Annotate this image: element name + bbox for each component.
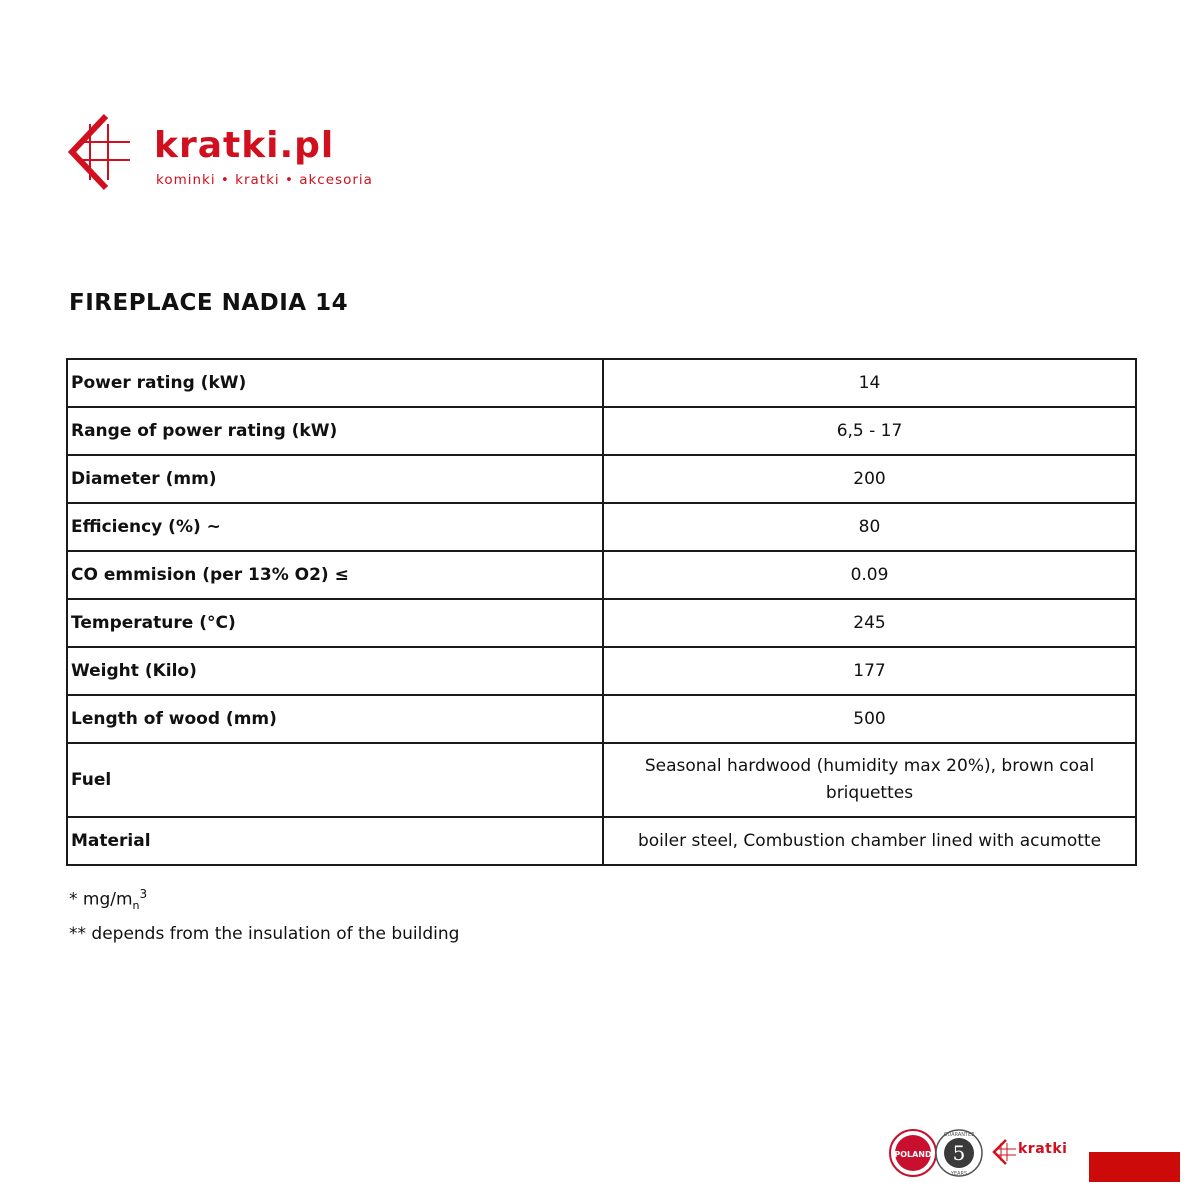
spec-label: Power rating (kW) xyxy=(67,359,603,407)
guarantee-bottom-label: YEARS xyxy=(950,1171,968,1177)
spec-value: 0.09 xyxy=(603,551,1136,599)
made-in-poland-badge-icon xyxy=(888,1128,938,1178)
small-grid-arrow-logo-icon xyxy=(992,1138,1018,1166)
brand-logo xyxy=(68,112,428,194)
small-brand-logo xyxy=(992,1138,1092,1166)
page-title: FIREPLACE NADIA 14 xyxy=(69,290,349,316)
spec-label: Length of wood (mm) xyxy=(67,695,603,743)
table-row xyxy=(67,817,1136,865)
table-row xyxy=(67,695,1136,743)
table-row xyxy=(67,407,1136,455)
table-row xyxy=(67,551,1136,599)
footnote-unit xyxy=(69,880,459,920)
footnote-insulation: ** depends from the insulation of the building xyxy=(69,924,460,945)
spec-value: boiler steel, Combustion chamber lined with acumotte xyxy=(603,817,1136,865)
spec-label: Fuel xyxy=(67,743,603,817)
guarantee-badge-icon xyxy=(934,1128,984,1178)
table-row xyxy=(67,599,1136,647)
spec-label: Material xyxy=(67,817,603,865)
spec-value: 80 xyxy=(603,503,1136,551)
spec-label: Diameter (mm) xyxy=(67,455,603,503)
brand-name: kratki.pl xyxy=(154,125,335,166)
spec-label: Range of power rating (kW) xyxy=(67,407,603,455)
accent-bar xyxy=(1089,1152,1180,1182)
spec-value: 500 xyxy=(603,695,1136,743)
spec-label: Temperature (°C) xyxy=(67,599,603,647)
spec-value: 245 xyxy=(603,599,1136,647)
brand-tagline: kominki • kratki • akcesoria xyxy=(156,172,373,188)
spec-label: CO emmision (per 13% O2) ≤ xyxy=(67,551,603,599)
spec-value: 6,5 - 17 xyxy=(603,407,1136,455)
spec-value: Seasonal hardwood (humidity max 20%), brown coal briquettes xyxy=(603,743,1136,817)
table-row xyxy=(67,647,1136,695)
footnote-unit-superscript: 3 xyxy=(139,887,148,901)
spec-value: 200 xyxy=(603,455,1136,503)
table-row xyxy=(67,503,1136,551)
spec-value: 14 xyxy=(603,359,1136,407)
footnotes xyxy=(69,880,459,948)
footnote-unit-text: * mg/m xyxy=(69,889,133,910)
small-brand-name: kratki xyxy=(1018,1141,1068,1157)
guarantee-top-label: GUARANTEE xyxy=(943,1132,975,1138)
table-row xyxy=(67,743,1136,817)
spec-label: Efficiency (%) ~ xyxy=(67,503,603,551)
guarantee-years-number: 5 xyxy=(952,1141,966,1165)
grid-arrow-logo-icon xyxy=(68,112,136,192)
table-row xyxy=(67,455,1136,503)
poland-badge-label: POLAND xyxy=(894,1150,932,1159)
specs-table xyxy=(66,358,1137,866)
table-row xyxy=(67,359,1136,407)
footnote-unit-subscript: n xyxy=(132,899,140,913)
spec-label: Weight (Kilo) xyxy=(67,647,603,695)
spec-value: 177 xyxy=(603,647,1136,695)
